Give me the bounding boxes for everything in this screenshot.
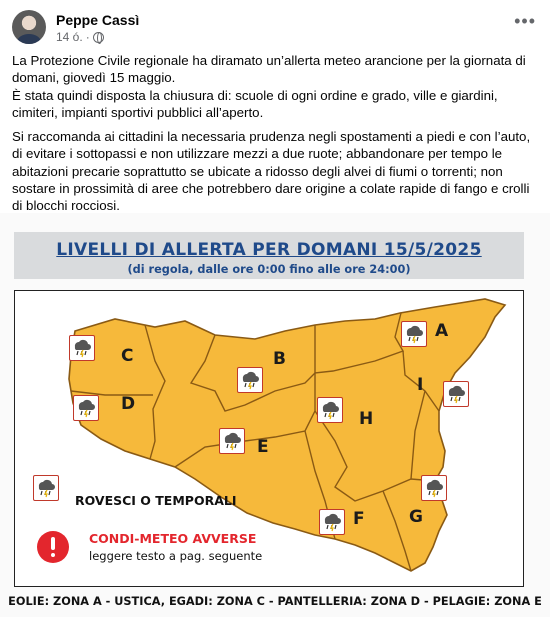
storm-icon [69,335,95,361]
zone-label-g: G [409,507,423,527]
zone-label-c: C [121,346,134,366]
storm-icon [219,428,245,454]
zone-label-a: A [435,321,449,341]
storm-icon [319,509,345,535]
author-name[interactable]: Peppe Cassì [56,12,140,28]
storm-icon [421,475,447,501]
zone-label-e: E [257,437,269,457]
post-header [12,10,538,50]
storm-icon [73,395,99,421]
zone-label-h: H [359,409,374,429]
profile-avatar[interactable] [12,10,46,44]
alert-title-box [14,232,524,279]
storm-icon [237,367,263,393]
globe-icon[interactable] [93,32,104,43]
legend-storm-label: ROVESCI O TEMPORALI [75,493,237,508]
meta-separator: · [85,30,90,44]
storm-icon [401,321,427,347]
zone-label-d: D [121,394,136,414]
islands-zone-note: EOLIE: ZONA A - USTICA, EGADI: ZONA C - PANTELLERIA: ZONA D - PELAGIE: ZONA E [8,595,542,608]
more-options-icon[interactable]: ••• [514,11,536,31]
legend-storm-icon [33,475,59,501]
storm-icon [317,397,343,423]
post-time[interactable]: 14 ó. [56,30,83,44]
zone-label-i: I [417,375,424,395]
storm-icon [443,381,469,407]
alert-title: LIVELLI DI ALLERTA PER DOMANI 15/5/2025 [56,240,482,260]
legend-warning-title: CONDI-METEO AVVERSE [89,531,257,546]
legend-warning-subtitle: leggere testo a pag. seguente [89,549,263,563]
alert-subtitle: (di regola, dalle ore 0:00 fino alle ore 24:00) [127,263,411,276]
post-image[interactable] [0,213,550,617]
sicily-map [14,290,524,587]
warning-icon [37,531,69,563]
post-paragraph-1: La Protezione Civile regionale ha diramato un’allerta meteo arancione per la giornata di domani, giovedì 15 maggio. È stata quindi disposta la chiusura di: scuole di ogni ordine e grado, ville e giardini, cimiteri, impianti sportivi pubblici all’aperto. [12,53,526,120]
zone-label-f: F [353,509,365,529]
post-paragraph-2: Si raccomanda ai cittadini la necessaria prudenza negli spostamenti a piedi e con l’auto, di evitare i sottopassi e non utilizzare mezzi a due ruote; abbandonare per tempo le abitazioni precarie soprattutto se ubicate a ridosso degli alvei di fiumi o torrenti; non sostare in prossimità di aree che potrebbero dare origine a colate rapide di fango e crolli di blocchi rocciosi. [12,129,531,214]
zone-label-b: B [273,349,286,369]
post-meta [56,30,104,44]
